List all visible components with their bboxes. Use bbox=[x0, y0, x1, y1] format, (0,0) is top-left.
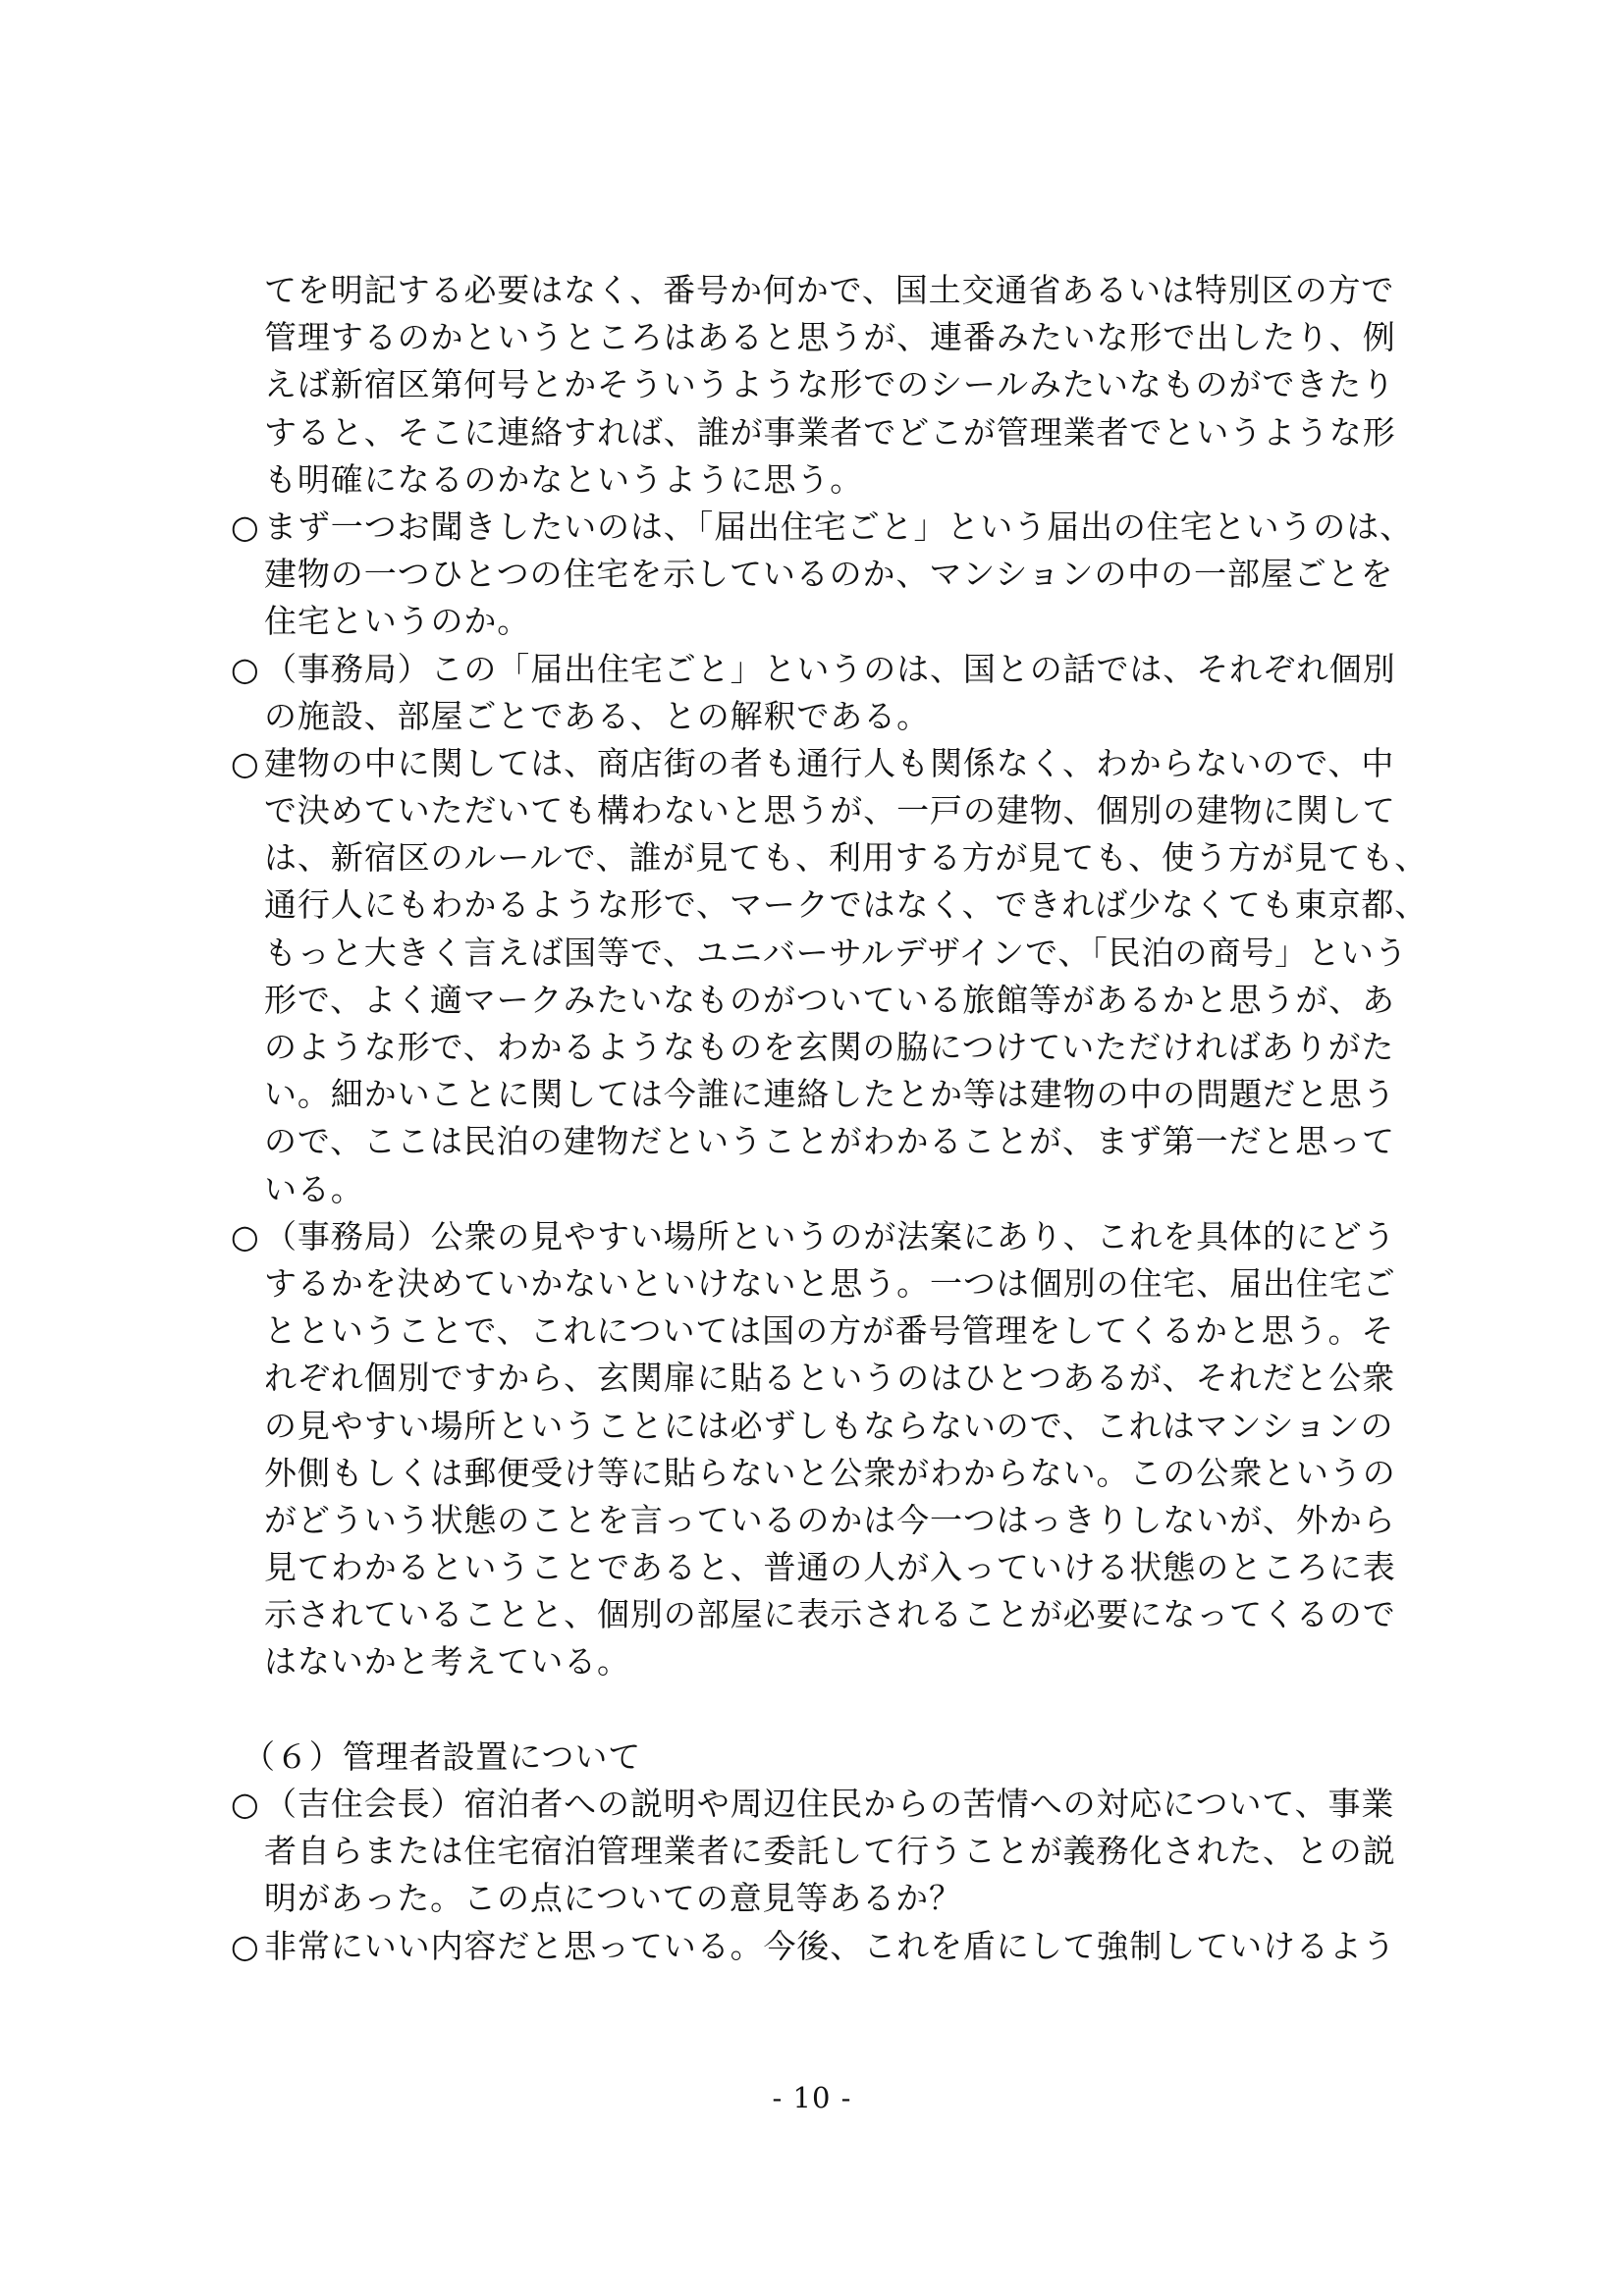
paragraph-spacer bbox=[231, 1686, 1414, 1734]
text-line: 者自らまたは住宅宿泊管理業者に委託して行うことが義務化された、との説 bbox=[264, 1832, 1396, 1871]
text-line: てを明記する必要はなく、番号か何かで、国土交通省あるいは特別区の方で bbox=[264, 271, 1395, 309]
remark-paragraph bbox=[231, 1213, 1414, 1686]
text-line: 示されていることと、個別の部屋に表示されることが必要になってくるので bbox=[264, 1595, 1396, 1634]
text-line: のような形で、わかるようなものを玄関の脇につけていただければありがた bbox=[264, 1028, 1395, 1066]
text-line: 外側もしくは郵便受け等に貼らないと公衆がわからない。この公衆というの bbox=[264, 1453, 1396, 1492]
remark-paragraph bbox=[231, 1923, 1414, 1970]
circle-bullet-icon: ○ bbox=[231, 1216, 260, 1255]
text-line: い。細かいことに関しては今誰に連絡したとか等は建物の中の問題だと思う bbox=[264, 1075, 1396, 1114]
text-line-content: （吉住会長）宿泊者への説明や周辺住民からの苦情への対応について、事業 bbox=[264, 1785, 1395, 1824]
text-line: 管理するのかというところはあると思うが、連番みたいな形で出したり、例 bbox=[264, 318, 1396, 357]
text-line: ので、ここは民泊の建物だということがわかることが、まず第一だと思って bbox=[264, 1122, 1395, 1161]
text-line: 形で、よく適マークみたいなものがついている旅館等があるかと思うが、あ bbox=[264, 980, 1395, 1019]
section-heading: （６）管理者設置について bbox=[243, 1736, 642, 1776]
circle-bullet-icon: ○ bbox=[231, 649, 260, 688]
text-line: すると、そこに連絡すれば、誰が事業者でどこが管理業者でというような形 bbox=[264, 412, 1396, 452]
text-line: 明があった。この点についての意見等あるか？ bbox=[264, 1879, 962, 1918]
body-text bbox=[231, 267, 1429, 1970]
text-line-content: 建物の中に関しては、商店街の者も通行人も関係なく、わからないので、中 bbox=[264, 743, 1395, 782]
circle-bullet-icon: ○ bbox=[231, 507, 260, 546]
text-line bbox=[231, 1923, 1414, 1970]
text-line: とということで、これについては国の方が番号管理をしてくるかと思う。そ bbox=[264, 1311, 1395, 1351]
remark-paragraph bbox=[231, 504, 1414, 646]
text-line-content: （事務局）この「届出住宅ごと」というのは、国との話では、それぞれ個別 bbox=[264, 649, 1396, 688]
text-line: 通行人にもわかるような形で、マークではなく、できれば少なくても東京都、 bbox=[264, 885, 1429, 925]
text-line-content: 非常にいい内容だと思っている。今後、これを盾にして強制していけるよう bbox=[264, 1926, 1396, 1965]
text-line: 建物の一つひとつの住宅を示しているのか、マンションの中の一部屋ごとを bbox=[264, 555, 1394, 594]
text-line: するかを決めていかないといけないと思う。一つは個別の住宅、届出住宅ご bbox=[264, 1263, 1396, 1303]
text-line: がどういう状態のことを言っているのかは今一つはっきりしないが、外から bbox=[264, 1500, 1396, 1539]
remark-paragraph bbox=[231, 740, 1429, 1213]
text-line: もっと大きく言えば国等で、ユニバーサルデザインで、「民泊の商号」という bbox=[264, 933, 1408, 972]
text-line: も明確になるのかなというように思う。 bbox=[264, 459, 864, 499]
text-line: で決めていただいても構わないと思うが、一戸の建物、個別の建物に関して bbox=[264, 791, 1396, 830]
remark-paragraph bbox=[231, 1781, 1414, 1923]
circle-bullet-icon: ○ bbox=[231, 743, 260, 782]
remark-paragraph bbox=[231, 646, 1414, 740]
circle-bullet-icon: ○ bbox=[231, 1926, 260, 1965]
continuation-paragraph bbox=[231, 267, 1414, 504]
text-line: はないかと考えている。 bbox=[264, 1642, 630, 1682]
text-line bbox=[231, 1213, 1414, 1260]
text-line-content: まず一つお聞きしたいのは、「届出住宅ごと」という届出の住宅というのは、 bbox=[264, 507, 1413, 546]
circle-bullet-icon: ○ bbox=[231, 1785, 260, 1824]
text-line: の施設、部屋ごとである、との解釈である。 bbox=[264, 696, 930, 735]
text-line bbox=[231, 740, 1414, 787]
text-line bbox=[231, 1781, 1414, 1828]
text-line bbox=[231, 504, 1414, 551]
text-line: は、新宿区のルールで、誰が見ても、利用する方が見ても、使う方が見ても、 bbox=[264, 838, 1429, 878]
text-line: 見てわかるということであると、普通の人が入っていける状態のところに表 bbox=[264, 1548, 1396, 1587]
text-line: えば新宿区第何号とかそういうような形でのシールみたいなものができたり bbox=[264, 365, 1395, 404]
text-line-content: （事務局）公衆の見やすい場所というのが法案にあり、これを具体的にどう bbox=[264, 1216, 1396, 1255]
text-line: の見やすい場所ということには必ずしもならないので、これはマンションの bbox=[264, 1406, 1394, 1445]
text-line bbox=[231, 646, 1414, 693]
page-number: - 10 - bbox=[772, 2081, 852, 2114]
text-line: れぞれ個別ですから、玄関扉に貼るというのはひとつあるが、それだと公衆 bbox=[264, 1359, 1395, 1398]
text-line: いる。 bbox=[264, 1169, 364, 1208]
text-line: 住宅というのか。 bbox=[264, 602, 531, 641]
